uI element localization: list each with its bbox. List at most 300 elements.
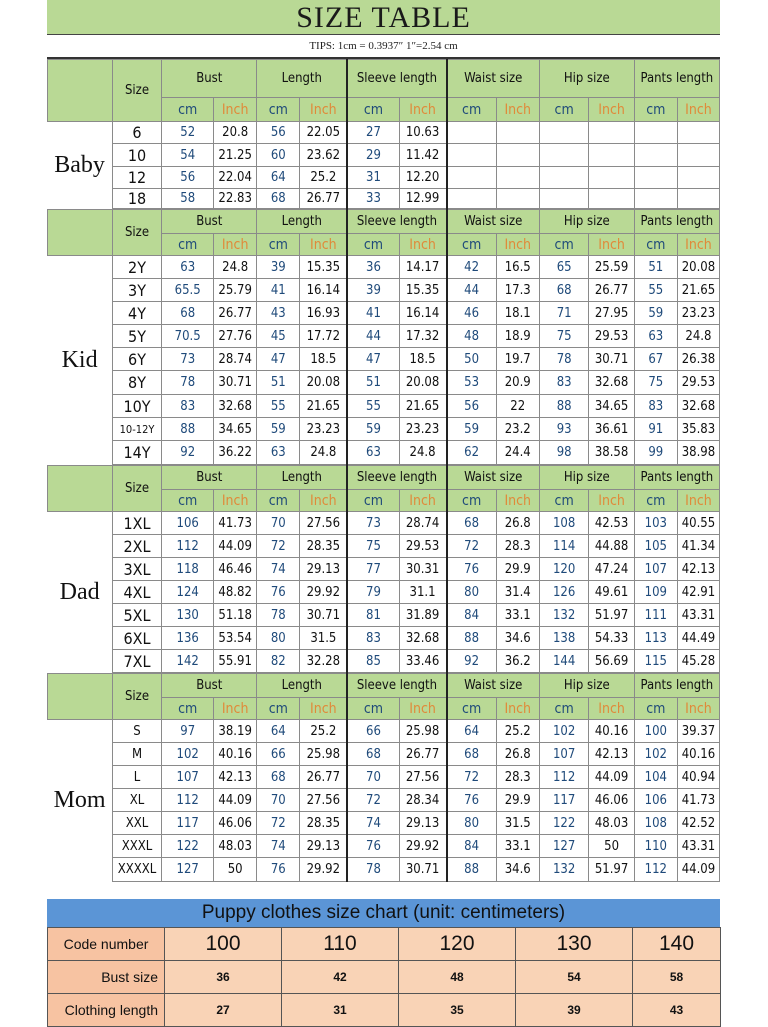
cm-value: 44 <box>447 279 497 302</box>
inch-value: 22.05 <box>300 122 347 144</box>
table-row <box>48 835 720 858</box>
cm-value: 47 <box>347 348 399 371</box>
cm-value <box>447 189 497 209</box>
cm-value: 106 <box>634 789 677 812</box>
inch-value: 22.83 <box>214 189 257 209</box>
table-row <box>48 167 720 189</box>
table-row <box>48 441 720 465</box>
inch-value: 24.8 <box>214 256 257 279</box>
cm-value: 31 <box>347 167 399 189</box>
puppy-row <box>48 928 721 961</box>
cm-value: 63 <box>162 256 214 279</box>
cm-value <box>634 167 677 189</box>
cm-value: 138 <box>539 627 589 650</box>
cm-unit-header: cm <box>347 234 399 256</box>
cm-value: 122 <box>162 835 214 858</box>
inch-value: 44.09 <box>677 858 719 882</box>
inch-value: 28.35 <box>300 535 347 558</box>
cm-unit-header: cm <box>162 234 214 256</box>
cm-value: 99 <box>634 441 677 465</box>
size-label: M <box>112 743 162 766</box>
group-header-sleeve-length: Sleeve length <box>347 674 446 698</box>
cm-value: 52 <box>162 122 214 144</box>
inch-value: 44.09 <box>214 535 257 558</box>
inch-value: 46.06 <box>589 789 634 812</box>
inch-value: 28.3 <box>496 535 539 558</box>
puppy-value: 58 <box>633 961 721 994</box>
cm-value: 115 <box>634 650 677 673</box>
table-row <box>48 789 720 812</box>
size-column-header: Size <box>112 210 162 256</box>
group-header-length: Length <box>257 466 348 490</box>
cm-value: 102 <box>539 720 589 743</box>
inch-value: 33.46 <box>399 650 446 673</box>
inch-unit-header: Inch <box>300 490 347 512</box>
inch-value: 20.08 <box>677 256 719 279</box>
inch-unit-header: Inch <box>300 98 347 122</box>
group-header-pants-length: Pants length <box>634 60 719 98</box>
size-label: 14Y <box>112 441 162 465</box>
inch-value: 32.28 <box>300 650 347 673</box>
cm-value: 98 <box>539 441 589 465</box>
cm-value: 91 <box>634 418 677 441</box>
cm-value: 81 <box>347 604 399 627</box>
cm-value <box>634 122 677 144</box>
inch-value <box>677 167 719 189</box>
table-row <box>48 302 720 325</box>
group-header-sleeve-length: Sleeve length <box>347 210 446 234</box>
cm-value: 66 <box>257 743 300 766</box>
table-row <box>48 604 720 627</box>
cm-value: 42 <box>447 256 497 279</box>
cm-unit-header: cm <box>539 98 589 122</box>
inch-value: 28.74 <box>214 348 257 371</box>
table-row <box>48 558 720 581</box>
cm-value: 78 <box>257 604 300 627</box>
inch-unit-header: Inch <box>677 490 719 512</box>
inch-value: 23.23 <box>300 418 347 441</box>
inch-value: 51.18 <box>214 604 257 627</box>
size-label: XXXL <box>112 835 162 858</box>
size-label: 7XL <box>112 650 162 673</box>
inch-value: 30.71 <box>589 348 634 371</box>
cm-unit-header: cm <box>347 698 399 720</box>
cm-value: 83 <box>634 395 677 418</box>
header-corner <box>48 210 113 256</box>
cm-value <box>634 189 677 209</box>
cm-value: 68 <box>257 766 300 789</box>
cm-value <box>539 122 589 144</box>
inch-value: 42.13 <box>677 558 719 581</box>
inch-value: 31.4 <box>496 581 539 604</box>
inch-value: 44.09 <box>589 766 634 789</box>
cm-value: 68 <box>539 279 589 302</box>
cm-value: 124 <box>162 581 214 604</box>
inch-value: 48.82 <box>214 581 257 604</box>
cm-value: 66 <box>347 720 399 743</box>
inch-value: 25.79 <box>214 279 257 302</box>
cm-value: 110 <box>634 835 677 858</box>
cm-value: 60 <box>257 144 300 167</box>
inch-value: 56.69 <box>589 650 634 673</box>
table-row <box>48 720 720 743</box>
inch-value: 19.7 <box>496 348 539 371</box>
inch-value: 42.53 <box>589 512 634 535</box>
inch-value: 38.98 <box>677 441 719 465</box>
inch-value: 35.83 <box>677 418 719 441</box>
inch-value: 29.53 <box>677 371 719 395</box>
inch-value: 17.32 <box>399 325 446 348</box>
inch-value: 50 <box>589 835 634 858</box>
cm-value: 117 <box>162 812 214 835</box>
puppy-value: 42 <box>282 961 399 994</box>
cm-value: 122 <box>539 812 589 835</box>
cm-value: 59 <box>257 418 300 441</box>
inch-value: 31.5 <box>300 627 347 650</box>
cm-unit-header: cm <box>162 698 214 720</box>
cm-value: 76 <box>257 581 300 604</box>
inch-unit-header: Inch <box>589 698 634 720</box>
inch-value: 29.53 <box>399 535 446 558</box>
inch-value: 11.42 <box>399 144 446 167</box>
cm-value: 41 <box>257 279 300 302</box>
inch-value: 43.31 <box>677 604 719 627</box>
inch-unit-header: Inch <box>214 98 257 122</box>
cm-value: 80 <box>257 627 300 650</box>
inch-value: 22 <box>496 395 539 418</box>
cm-value: 56 <box>447 395 497 418</box>
puppy-value: 110 <box>282 928 399 961</box>
cm-value: 104 <box>634 766 677 789</box>
cm-value: 58 <box>162 189 214 209</box>
inch-value: 53.54 <box>214 627 257 650</box>
cm-unit-header: cm <box>539 490 589 512</box>
size-label: XL <box>112 789 162 812</box>
cm-value: 109 <box>634 581 677 604</box>
inch-value: 26.77 <box>300 189 347 209</box>
inch-value: 31.1 <box>399 581 446 604</box>
cm-value: 126 <box>539 581 589 604</box>
cm-value: 64 <box>257 167 300 189</box>
group-header-hip-size: Hip size <box>539 210 634 234</box>
group-header-waist-size: Waist size <box>447 466 540 490</box>
cm-value: 127 <box>162 858 214 882</box>
cm-value: 39 <box>347 279 399 302</box>
cm-value: 80 <box>447 581 497 604</box>
cm-value <box>539 144 589 167</box>
inch-unit-header: Inch <box>399 234 446 256</box>
cm-value: 92 <box>447 650 497 673</box>
cm-unit-header: cm <box>347 490 399 512</box>
group-header-sleeve-length: Sleeve length <box>347 60 446 98</box>
section-table-mom <box>47 673 720 882</box>
inch-unit-header: Inch <box>496 490 539 512</box>
cm-value: 83 <box>347 627 399 650</box>
inch-value <box>589 167 634 189</box>
puppy-value: 39 <box>516 994 633 1027</box>
inch-unit-header: Inch <box>589 234 634 256</box>
inch-value: 16.14 <box>300 279 347 302</box>
puppy-row-label: Code number <box>48 928 165 961</box>
cm-value: 74 <box>257 835 300 858</box>
cm-value <box>447 122 497 144</box>
cm-value: 76 <box>347 835 399 858</box>
cm-value: 120 <box>539 558 589 581</box>
cm-value: 111 <box>634 604 677 627</box>
cm-unit-header: cm <box>447 234 497 256</box>
group-header-pants-length: Pants length <box>634 210 719 234</box>
inch-unit-header: Inch <box>214 234 257 256</box>
inch-value: 29.92 <box>300 858 347 882</box>
inch-value: 38.58 <box>589 441 634 465</box>
cm-unit-header: cm <box>634 698 677 720</box>
cm-value: 108 <box>634 812 677 835</box>
cm-value <box>539 167 589 189</box>
inch-unit-header: Inch <box>677 234 719 256</box>
cm-value: 93 <box>539 418 589 441</box>
cm-value: 73 <box>347 512 399 535</box>
inch-value: 25.2 <box>300 167 347 189</box>
cm-value: 44 <box>347 325 399 348</box>
size-column-header: Size <box>112 466 162 512</box>
inch-value: 43.31 <box>677 835 719 858</box>
cm-value: 50 <box>447 348 497 371</box>
page-title: SIZE TABLE <box>47 0 720 34</box>
inch-unit-header: Inch <box>214 490 257 512</box>
group-header-bust: Bust <box>162 210 257 234</box>
inch-value: 16.93 <box>300 302 347 325</box>
inch-value <box>677 144 719 167</box>
inch-value: 16.14 <box>399 302 446 325</box>
table-row <box>48 743 720 766</box>
table-row <box>48 348 720 371</box>
group-header-bust: Bust <box>162 674 257 698</box>
cm-value: 132 <box>539 858 589 882</box>
inch-unit-header: Inch <box>399 490 446 512</box>
table-row <box>48 512 720 535</box>
inch-value: 25.2 <box>496 720 539 743</box>
cm-value: 68 <box>162 302 214 325</box>
cm-value: 114 <box>539 535 589 558</box>
puppy-value: 27 <box>165 994 282 1027</box>
inch-value <box>496 189 539 209</box>
group-header-sleeve-length: Sleeve length <box>347 466 446 490</box>
inch-value: 18.1 <box>496 302 539 325</box>
cm-value: 75 <box>539 325 589 348</box>
size-label: 10 <box>112 144 162 167</box>
inch-value: 32.68 <box>214 395 257 418</box>
cm-value: 56 <box>162 167 214 189</box>
cm-value: 97 <box>162 720 214 743</box>
cm-value: 76 <box>257 858 300 882</box>
inch-value: 40.16 <box>214 743 257 766</box>
inch-value: 21.65 <box>399 395 446 418</box>
cm-value: 88 <box>539 395 589 418</box>
cm-unit-header: cm <box>162 490 214 512</box>
inch-value: 34.65 <box>589 395 634 418</box>
inch-value: 23.62 <box>300 144 347 167</box>
inch-value: 21.25 <box>214 144 257 167</box>
cm-value: 107 <box>634 558 677 581</box>
inch-value: 15.35 <box>300 256 347 279</box>
cm-value: 65 <box>539 256 589 279</box>
cm-value: 59 <box>634 302 677 325</box>
inch-value: 32.68 <box>589 371 634 395</box>
inch-value: 46.46 <box>214 558 257 581</box>
cm-value: 39 <box>257 256 300 279</box>
inch-value: 16.5 <box>496 256 539 279</box>
cm-value: 62 <box>447 441 497 465</box>
inch-value: 49.61 <box>589 581 634 604</box>
cm-value: 63 <box>257 441 300 465</box>
cm-value: 127 <box>539 835 589 858</box>
cm-unit-header: cm <box>539 698 589 720</box>
puppy-value: 36 <box>165 961 282 994</box>
cm-value <box>539 189 589 209</box>
inch-value: 32.68 <box>677 395 719 418</box>
inch-value: 25.2 <box>300 720 347 743</box>
inch-value: 29.9 <box>496 558 539 581</box>
puppy-chart-title: Puppy clothes size chart (unit: centimeters) <box>47 899 720 927</box>
inch-value: 24.8 <box>677 325 719 348</box>
inch-value: 44.09 <box>214 789 257 812</box>
inch-unit-header: Inch <box>214 698 257 720</box>
inch-value: 21.65 <box>677 279 719 302</box>
inch-value: 42.13 <box>214 766 257 789</box>
cm-value: 136 <box>162 627 214 650</box>
cm-value: 107 <box>162 766 214 789</box>
group-header-length: Length <box>257 674 348 698</box>
inch-value: 36.61 <box>589 418 634 441</box>
inch-unit-header: Inch <box>677 698 719 720</box>
cm-unit-header: cm <box>634 490 677 512</box>
inch-unit-header: Inch <box>589 98 634 122</box>
puppy-row <box>48 961 721 994</box>
header-corner <box>48 674 113 720</box>
table-row <box>48 144 720 167</box>
inch-value: 24.8 <box>300 441 347 465</box>
inch-value: 26.77 <box>399 743 446 766</box>
inch-value: 28.3 <box>496 766 539 789</box>
cm-value <box>447 144 497 167</box>
cm-unit-header: cm <box>257 698 300 720</box>
cm-value: 65.5 <box>162 279 214 302</box>
table-row <box>48 418 720 441</box>
size-label: 18 <box>112 189 162 209</box>
inch-value: 48.03 <box>214 835 257 858</box>
cm-value: 55 <box>347 395 399 418</box>
size-label: 5Y <box>112 325 162 348</box>
inch-value: 27.56 <box>300 789 347 812</box>
cm-value: 64 <box>447 720 497 743</box>
cm-value: 112 <box>162 535 214 558</box>
table-row <box>48 122 720 144</box>
cm-value: 92 <box>162 441 214 465</box>
puppy-value: 43 <box>633 994 721 1027</box>
cm-value: 103 <box>634 512 677 535</box>
group-header-bust: Bust <box>162 466 257 490</box>
cm-value <box>634 144 677 167</box>
cm-value: 75 <box>347 535 399 558</box>
inch-value: 26.77 <box>214 302 257 325</box>
inch-value: 31.89 <box>399 604 446 627</box>
inch-value: 29.13 <box>399 812 446 835</box>
inch-value: 17.3 <box>496 279 539 302</box>
inch-value: 27.56 <box>399 766 446 789</box>
inch-value: 22.04 <box>214 167 257 189</box>
cm-value: 88 <box>162 418 214 441</box>
puppy-row <box>48 994 721 1027</box>
cm-value: 68 <box>447 512 497 535</box>
inch-value: 47.24 <box>589 558 634 581</box>
inch-value: 25.98 <box>399 720 446 743</box>
inch-value: 26.8 <box>496 512 539 535</box>
inch-value: 29.53 <box>589 325 634 348</box>
puppy-value: 120 <box>399 928 516 961</box>
cm-value: 47 <box>257 348 300 371</box>
group-header-waist-size: Waist size <box>447 210 540 234</box>
tips-line: TIPS: 1cm = 0.3937″ 1″=2.54 cm <box>47 34 720 59</box>
cm-value: 63 <box>634 325 677 348</box>
cm-value: 70 <box>257 789 300 812</box>
inch-value: 39.37 <box>677 720 719 743</box>
cm-value: 107 <box>539 743 589 766</box>
cm-value: 144 <box>539 650 589 673</box>
size-label: 1XL <box>112 512 162 535</box>
inch-unit-header: Inch <box>399 98 446 122</box>
cm-value: 75 <box>634 371 677 395</box>
inch-value: 42.52 <box>677 812 719 835</box>
inch-value <box>677 122 719 144</box>
cm-value: 112 <box>634 858 677 882</box>
inch-unit-header: Inch <box>589 490 634 512</box>
inch-value: 34.65 <box>214 418 257 441</box>
inch-value: 41.73 <box>677 789 719 812</box>
cm-value: 54 <box>162 144 214 167</box>
inch-value: 51.97 <box>589 858 634 882</box>
cm-value: 130 <box>162 604 214 627</box>
puppy-value: 100 <box>165 928 282 961</box>
table-row <box>48 812 720 835</box>
size-label: XXL <box>112 812 162 835</box>
puppy-value: 48 <box>399 961 516 994</box>
cm-value: 45 <box>257 325 300 348</box>
group-header-waist-size: Waist size <box>447 674 540 698</box>
size-label: 10-12Y <box>112 418 162 441</box>
header-corner <box>48 60 113 122</box>
size-label: 6Y <box>112 348 162 371</box>
cm-unit-header: cm <box>347 98 399 122</box>
cm-unit-header: cm <box>447 698 497 720</box>
cm-value: 59 <box>447 418 497 441</box>
inch-value: 40.16 <box>589 720 634 743</box>
cm-value: 72 <box>447 535 497 558</box>
inch-value: 42.91 <box>677 581 719 604</box>
inch-value: 27.76 <box>214 325 257 348</box>
cm-value: 70 <box>257 512 300 535</box>
inch-value <box>589 189 634 209</box>
cm-value: 43 <box>257 302 300 325</box>
inch-value: 20.08 <box>300 371 347 395</box>
cm-value: 78 <box>347 858 399 882</box>
cm-value: 48 <box>447 325 497 348</box>
cm-value: 70.5 <box>162 325 214 348</box>
cm-unit-header: cm <box>539 234 589 256</box>
cm-value: 78 <box>539 348 589 371</box>
inch-value: 27.95 <box>589 302 634 325</box>
cm-value: 68 <box>447 743 497 766</box>
cm-value: 85 <box>347 650 399 673</box>
